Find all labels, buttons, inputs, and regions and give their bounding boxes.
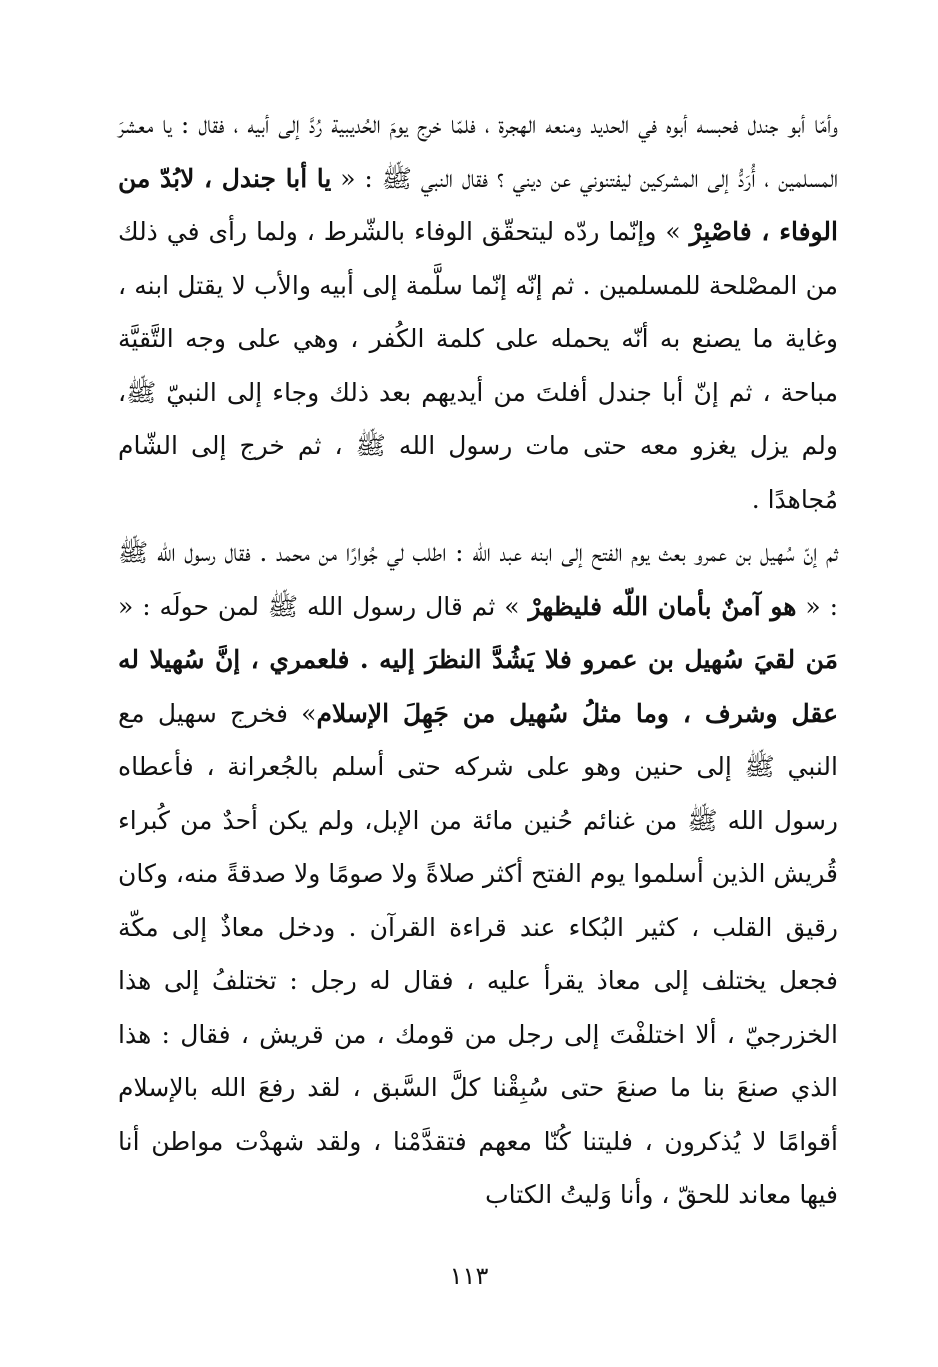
text-run: » ثم قال رسول الله ﷺ لمن حولَه : « [118,591,529,621]
body-text [118,98,838,1222]
prophet-quote-bold: هو آمنٌ بأمان اللّه فليظهرْ [528,591,797,621]
page-number: ١١٣ [449,1262,489,1290]
paragraph-abu-jandal [118,98,838,526]
prophet-quote-bold: مَن لقيَ سُهيل بن عمرو فلا يَشُدَّ النظرَ إليه . فلعمري ، إنَّ سُهيلا له عقل وشرف ، وما مثلُ سُهيل من جَهِلَ الإسلام [118,645,838,728]
prophet-quote-bold: يا أبا جندل ، لابُدّ من الوفاء ، فاصْبِرْ [118,163,838,246]
text-run: » وإنّما ردّه ليتحقّق الوفاء بالشّرط ، ولما رأى في ذلك من المصْلحة للمسلمين . ثم إنّه إنّما سلَّمة إلى أبيه والأب لا يقتل ابنه ، وغاية ما يصنع به أنّه يحمله على كلمة الكُفر ، وهي على وجه التَّقيَّة مباحة ، ثم إنّ أبا جندل أفلتَ من أيديهم بعد ذلك وجاء إلى النبيّ ﷺ، ولم يزل يغزو معه حتى مات رسول الله ﷺ ، ثم خرج إلى الشّام مُجاهدًا . [118,217,838,514]
text-run: ثم إنّ سُهيل بن عمرو بعث يوم الفتح إلى ابنه عبد الله : اطلب لي جُوارًا من محمد . فقال رسول الله ﷺ : « [118,538,838,621]
paragraph-suhail [118,526,838,1222]
text-run: » فخرج سهيل مع النبي ﷺ إلى حنين وهو على شركه حتى أسلم بالجُعرانة ، فأعطاه رسول الله ﷺ من غنائم حُنين مائة من الإبل، ولم يكن أحدٌ من كُبراء قُريش الذين أسلموا يوم الفتح أكثر صلاةً ولا صومًا ولا صدقةً منه، وكان رقيق القلب ، كثير البُكاء عند قراءة القرآن . ودخل معاذٌ إلى مكّة فجعل يختلف إلى معاذ يقرأ عليه ، فقال له رجل : تختلفُ إلى هذا الخزرجيّ ، ألا اختلفْتَ إلى رجل من قومك ، من قريش ، فقال : هذا الذي صنعَ بنا ما صنعَ حتى سُبِقْنا كلَّ السَّبق ، لقد رفعَ الله بالإسلام أقوامًا لا يُذكرون ، فليتنا كُنّا معهم فتقدَّمْنا ، ولقد شهدْت مواطن أنا فيها معاند للحقّ ، وأنا وَليتُ الكتاب [118,698,838,1209]
text-run: وأمّا أبو جندل فحبسه أبوه في الحديد ومنعه الهجرة ، فلمّا خرج يومَ الحُديبية رُدَّ إلى أبيه ، فقال : يا معشرَ المسلمين ، أُرَدُّ إلى المشركين ليفتنوني عن ديني ؟ فقال النبي ﷺ : « [118,110,839,193]
